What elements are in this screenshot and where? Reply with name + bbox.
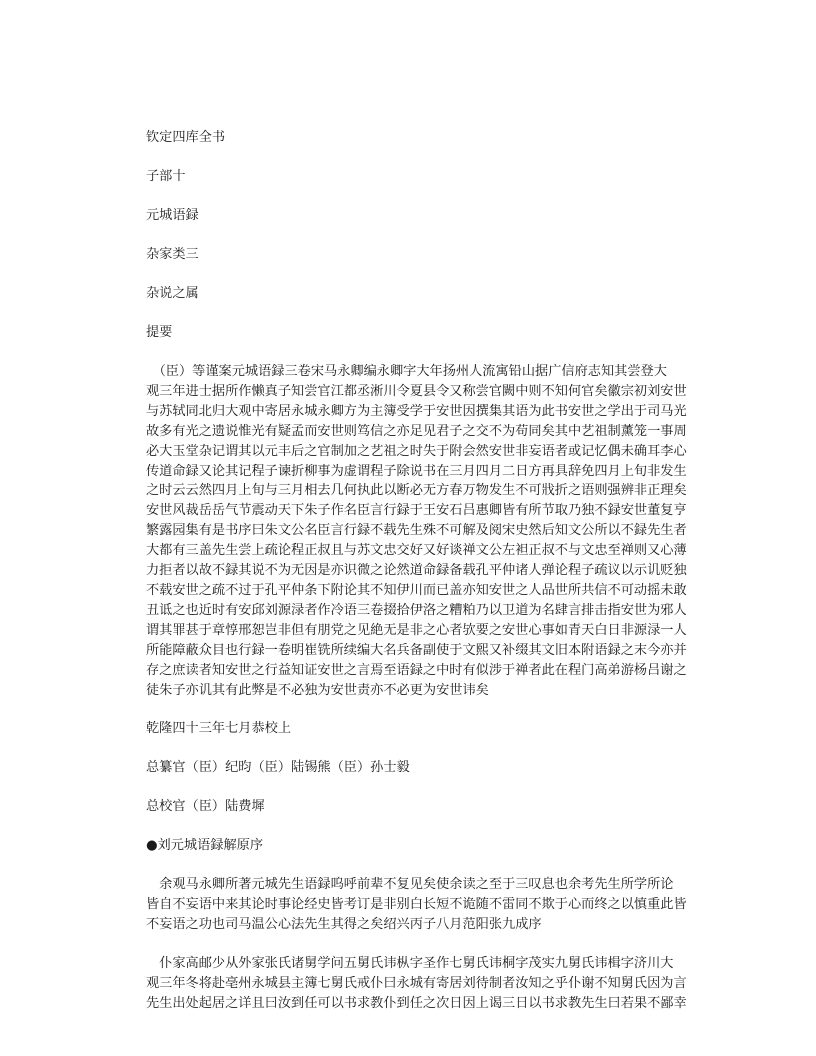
summary-line: （臣）等谨案元城语録三卷宋马永卿编永卿字大年扬州人流寓铅山据广信府志知其尝登大: [146, 364, 667, 379]
summary-line: 所能障蔽众目也行録一卷明崔铣所续编大名兵备副使于文熙又补缀其文旧本附语録之末今亦并: [146, 642, 687, 658]
preface-title: ●刘元城语録解原序: [146, 838, 264, 854]
summary-line: 谓其罪甚于章惇邢恕岂非但有朋党之见絶无是非之心者欤要之安世心事如青天白日非源渌一人: [146, 622, 687, 638]
summary-line: 观三年进士据所作懒真子知尝官江都丞淅川令夏县令又称尝官闕中则不知何官矣徽宗初刘安世: [146, 383, 687, 399]
summary-line: 力拒者以故不録其说不为无因是亦识微之论然道命録备载孔平仲诸人弹论程子疏议以示讥贬独: [146, 563, 687, 579]
summary-line: 之时云云然四月上旬与三月相去几何执此以断必无方春万物发生不可戕折之语则强辨非正理矣: [146, 483, 687, 499]
proofreader-line: 总校官（臣）陆费墀: [146, 799, 265, 815]
preface-paragraph: [146, 875, 687, 935]
body-line: 观三年冬将赴亳州永城县主簿七舅氏戒仆曰永城有寄居刘待制者汝知之乎仆谢不知舅氏因为言: [146, 976, 687, 992]
summary-paragraph: [146, 362, 687, 700]
book-title: 元城语録: [146, 208, 199, 223]
summary-line: 大都有三盖先生尝上疏论程正叔且与苏文忠交好又好谈禅文公左袒正叔不与文忠至禅则又心薄: [146, 543, 687, 559]
subcategory-title: 杂说之属: [146, 286, 199, 301]
preface-line: 皆自不妄语中来其论时事论经史皆考订是非别白长短不诡随不雷同不欺于心而终之以慎重此皆: [146, 897, 687, 913]
summary-line: 与苏轼同北归大观中寄居永城永卿方为主簿受学于安世因撰集其语为此书安世之学出于司马光: [146, 403, 687, 419]
date-line: 乾隆四十三年七月恭校上: [146, 721, 292, 737]
summary-line: 必大玉堂杂记谓其以元丰后之官制加之艺祖之时失于附会然安世非妄语者或记忆偶未确耳李心: [146, 443, 687, 459]
preface-line: 余观马永卿所著元城先生语録呜呼前辈不复见矣使余读之至于三叹息也余考先生所学所论: [146, 877, 674, 893]
compilers-line: 总纂官（臣）纪昀（臣）陆锡熊（臣）孙士毅: [146, 760, 410, 776]
body-paragraph: [146, 954, 687, 1014]
summary-line: 存之庶读者知安世之行益知证安世之言焉至语録之中时有似涉于禅者此在程门高弟游杨吕谢之: [146, 662, 687, 678]
collection-title: 钦定四库全书: [146, 130, 226, 145]
summary-line: 传道命録又论其记程子谏折柳事为虚谓程子除说书在三月四月二日方再具辞免四月上旬非发生: [146, 463, 687, 479]
summary-line: 繁露园集有是书序曰朱文公名臣言行録不载先生殊不可解及阅宋史然后知文公所以不録先生者: [146, 523, 687, 539]
summary-line: 不载安世之疏不过于孔平仲条下附论其不知伊川而已盖亦知安世之人品世所共信不可动摇未敢: [146, 582, 687, 598]
preface-line: 不妄语之功也司马温公心法先生其得之矣绍兴丙子八月范阳张九成序: [146, 917, 542, 933]
summary-line: 安世风裁岳岳气节震动天下朱子作名臣言行録于王安石吕惠卿皆有所节取乃独不録安世董复亨: [146, 503, 687, 519]
body-line: 先生出处起居之详且曰汝到任可以书求教仆到任之次日因上谒三日以书求教先生曰若果不鄙幸: [146, 995, 687, 1011]
section-title: 子部十: [146, 169, 186, 184]
body-line: 仆家高邮少从外家张氏诸舅学问五舅氏讳枞字圣作七舅氏讳桐字茂实九舅氏讳楫字济川大: [146, 956, 674, 972]
summary-line: 故多有光之遗说惟光有疑孟而安世则笃信之亦足见君子之交不为苟同矣其中艺祖制薰笼一事周: [146, 423, 687, 439]
summary-line: 丑诋之也近时有安邱刘源渌者作冷语三卷掇拾伊洛之糟粕乃以卫道为名肆言排击指安世为邪人: [146, 602, 687, 618]
summary-heading: 提要: [146, 325, 173, 340]
summary-line: 徒朱子亦讥其有此弊是不必独为安世责亦不必更为安世讳矣: [146, 682, 489, 698]
document-page: [146, 128, 687, 1033]
category-title: 杂家类三: [146, 247, 199, 262]
